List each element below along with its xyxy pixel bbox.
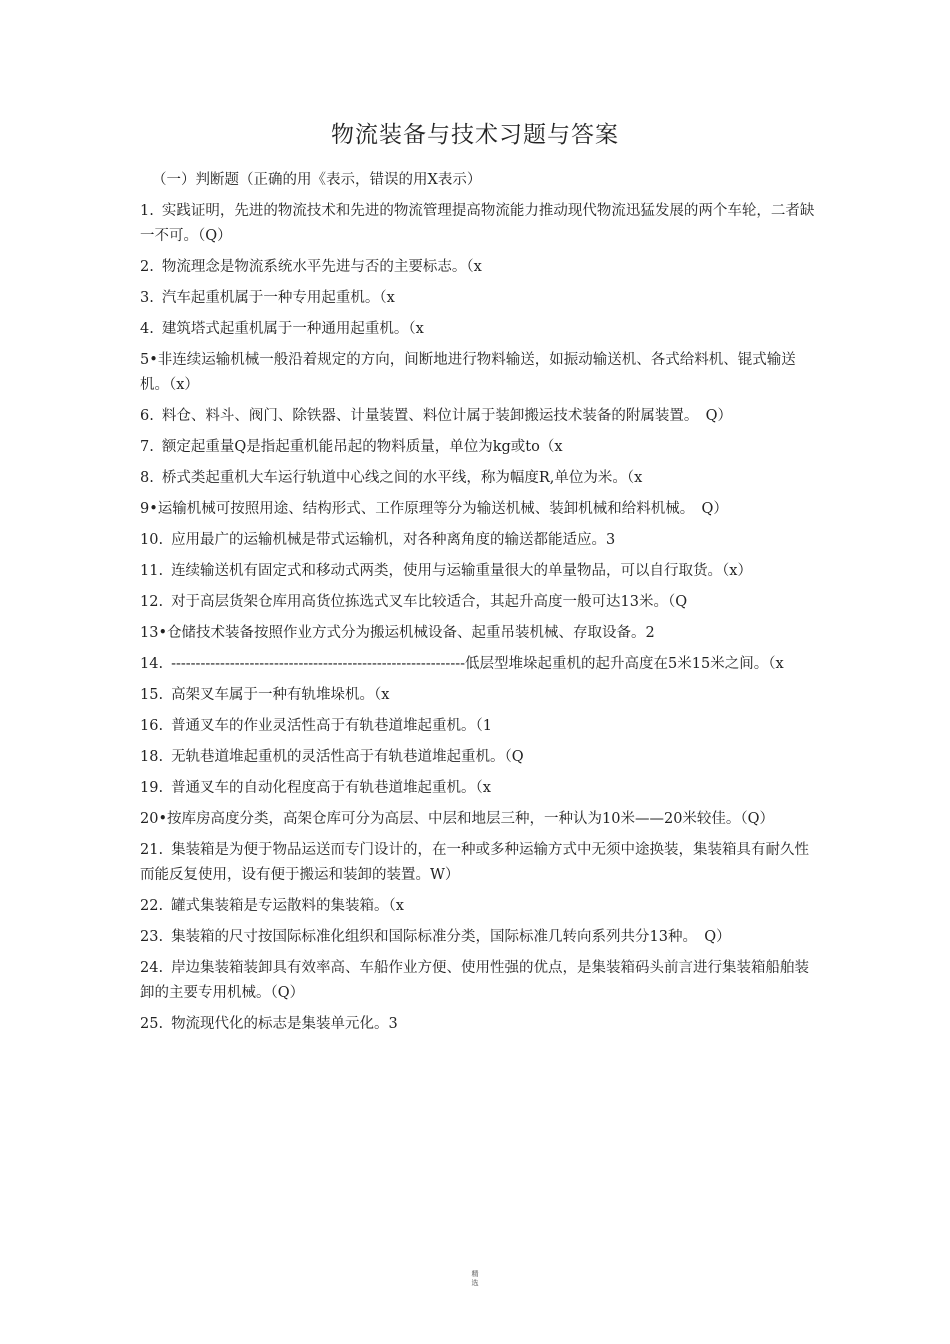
question-number: 6. bbox=[140, 408, 154, 424]
question-item bbox=[140, 404, 815, 429]
question-text: 物流现代化的标志是集装单元化。3 bbox=[171, 1016, 398, 1032]
question-text: 集装箱是为便于物品运送而专门设计的，在一种或多种运输方式中无须中途换装，集装箱具有耐久性而能反复使用，设有便于搬运和装卸的装置。W） bbox=[140, 842, 810, 883]
question-item bbox=[140, 348, 815, 398]
question-number: 2. bbox=[140, 259, 154, 275]
question-number: 20• bbox=[140, 811, 168, 827]
question-item bbox=[140, 838, 815, 888]
question-number: 14. bbox=[140, 656, 164, 672]
question-number: 22. bbox=[140, 898, 164, 914]
question-item bbox=[140, 255, 815, 280]
question-text: 连续输送机有固定式和移动式两类，使用与运输重量很大的单量物品，可以自行取货。（x） bbox=[171, 563, 752, 579]
question-item bbox=[140, 435, 815, 460]
question-number: 11. bbox=[140, 563, 164, 579]
question-text: 仓储技术装备按照作业方式分为搬运机械设备、起重吊装机械、存取设备。2 bbox=[167, 625, 655, 641]
question-item bbox=[140, 807, 815, 832]
question-number: 7. bbox=[140, 439, 154, 455]
footer-line-2: 选 bbox=[471, 1279, 479, 1287]
question-item bbox=[140, 466, 815, 491]
question-item bbox=[140, 199, 815, 249]
question-number: 13• bbox=[140, 625, 168, 641]
question-text: 高架叉车属于一种有轨堆垛机。（x bbox=[171, 687, 390, 703]
question-item bbox=[140, 894, 815, 919]
question-number: 12. bbox=[140, 594, 164, 610]
section-heading: （一）判断题（正确的用《表示，错误的用X表示） bbox=[152, 172, 482, 188]
question-text: 普通叉车的自动化程度高于有轨巷道堆起重机。（x bbox=[171, 780, 491, 796]
question-item bbox=[140, 925, 815, 950]
question-text: 岸边集装箱装卸具有效率高、车船作业方便、使用性强的优点，是集装箱码头前言进行集装箱船舶装卸的主要专用机械。（Q） bbox=[140, 960, 810, 1001]
question-number: 24. bbox=[140, 960, 164, 976]
question-item bbox=[140, 956, 815, 1006]
question-number: 23. bbox=[140, 929, 164, 945]
question-text: ------------------------------------------------------------低层型堆垛起重机的起升高度在5米15米之间。（x bbox=[171, 656, 784, 672]
question-item bbox=[140, 286, 815, 311]
question-number: 10. bbox=[140, 532, 164, 548]
question-text: 料仓、料斗、阀门、除铁器、计量装置、料位计属于装卸搬运技术装备的附属装置。 Q） bbox=[161, 408, 732, 424]
question-text: 按库房高度分类，高架仓库可分为高层、中层和地层三种，一种认为10米——20米较佳。（Q） bbox=[167, 811, 775, 827]
question-item bbox=[140, 1012, 815, 1037]
question-text: 物流理念是物流系统水平先进与否的主要标志。（x bbox=[161, 259, 482, 275]
question-number: 16. bbox=[140, 718, 164, 734]
question-item bbox=[140, 714, 815, 739]
question-item bbox=[140, 317, 815, 342]
question-text: 普通叉车的作业灵活性高于有轨巷道堆起重机。（1 bbox=[171, 718, 493, 734]
question-number: 21. bbox=[140, 842, 164, 858]
question-item bbox=[140, 776, 815, 801]
question-number: 4. bbox=[140, 321, 154, 337]
question-text: 桥式类起重机大车运行轨道中心线之间的水平线，称为幅度R,单位为米。（x bbox=[161, 470, 643, 486]
question-number: 19. bbox=[140, 780, 164, 796]
question-number: 18. bbox=[140, 749, 164, 765]
question-text: 额定起重量Q是指起重机能吊起的物料质量，单位为kg或to（x bbox=[161, 439, 563, 455]
question-text: 实践证明，先进的物流技术和先进的物流管理提高物流能力推动现代物流迅猛发展的两个车轮，二者缺一不可。（Q） bbox=[140, 203, 815, 244]
document-title: 物流装备与技术习题与答案 bbox=[331, 122, 619, 148]
question-number: 9• bbox=[140, 501, 158, 517]
question-text: 集装箱的尺寸按国际标准化组织和国际标准分类，国际标准几转向系列共分13种。 Q） bbox=[171, 929, 731, 945]
footer-line-1: 精 bbox=[471, 1270, 479, 1278]
question-number: 5• bbox=[140, 352, 158, 368]
question-item bbox=[140, 621, 815, 646]
question-text: 无轨巷道堆起重机的灵活性高于有轨巷道堆起重机。（Q bbox=[171, 749, 524, 765]
question-text: 运输机械可按照用途、结构形式、工作原理等分为输送机械、装卸机械和给料机械。 Q） bbox=[157, 501, 728, 517]
question-item bbox=[140, 683, 815, 708]
question-item bbox=[140, 652, 815, 677]
question-number: 1. bbox=[140, 203, 154, 219]
question-number: 8. bbox=[140, 470, 154, 486]
question-list bbox=[140, 199, 815, 1043]
question-text: 汽车起重机属于一种专用起重机。（x bbox=[161, 290, 395, 306]
page-footer bbox=[0, 1270, 950, 1288]
question-text: 非连续运输机械一般沿着规定的方向，间断地进行物料输送，如振动输送机、各式给料机、锟式输送机。（x） bbox=[140, 352, 796, 393]
question-number: 15. bbox=[140, 687, 164, 703]
question-text: 对于高层货架仓库用高货位拣选式叉车比较适合，其起升高度一般可达13米。（Q bbox=[171, 594, 688, 610]
question-text: 应用最广的运输机械是带式运输机，对各种离角度的输送都能适应。3 bbox=[171, 532, 616, 548]
question-item bbox=[140, 745, 815, 770]
question-number: 25. bbox=[140, 1016, 164, 1032]
question-item bbox=[140, 528, 815, 553]
question-item bbox=[140, 559, 815, 584]
question-text: 罐式集装箱是专运散料的集装箱。（x bbox=[171, 898, 404, 914]
question-text: 建筑塔式起重机属于一种通用起重机。（x bbox=[161, 321, 424, 337]
question-item bbox=[140, 590, 815, 615]
question-item bbox=[140, 497, 815, 522]
question-number: 3. bbox=[140, 290, 154, 306]
